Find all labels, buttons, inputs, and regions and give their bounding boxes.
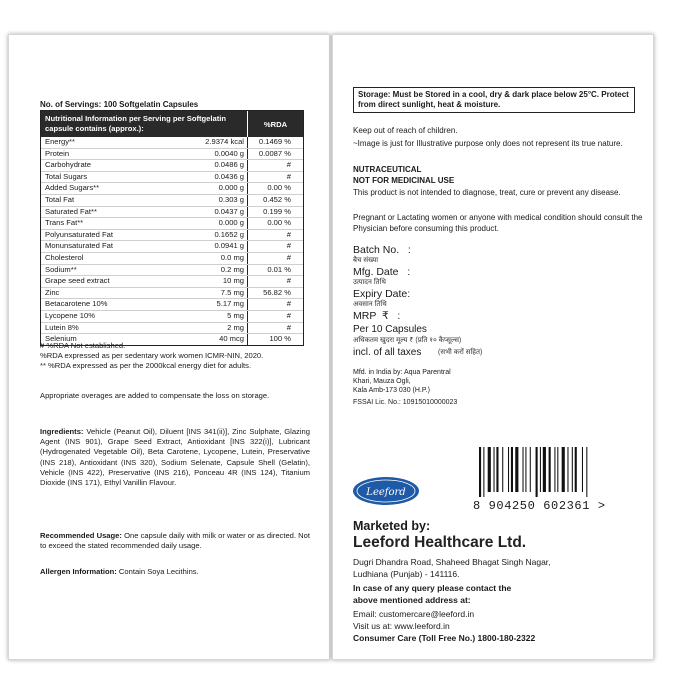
back-label-right-panel xyxy=(332,34,654,660)
taxes-label: incl. of all taxes xyxy=(353,347,422,358)
mfd-line: Kala Amb-173 030 (H.P.) xyxy=(353,387,430,394)
barcode-bar xyxy=(488,447,491,492)
nutrition-row xyxy=(41,206,303,218)
nutrition-row xyxy=(41,298,303,310)
barcode-bar xyxy=(511,447,513,492)
barcode-number: 8 904250 602361 > xyxy=(473,499,606,513)
nutrition-amount: 0.000 g xyxy=(158,218,248,229)
nutrition-name: Polyunsaturated Fat xyxy=(45,229,113,239)
rda-header-label: %RDA xyxy=(247,111,303,137)
barcode-bar xyxy=(494,447,495,492)
nutrition-rda: # xyxy=(286,229,291,239)
nutrition-rda: # xyxy=(286,160,291,170)
nutrition-name: Carbohydrate xyxy=(45,160,92,170)
consumer-care-text: Consumer Care (Toll Free No.) 1800-180-2322 xyxy=(353,633,536,643)
nutrition-table xyxy=(40,110,304,346)
nutrition-row xyxy=(41,310,303,322)
per-capsules: Per 10 Capsules xyxy=(353,324,427,335)
nutrition-header-label: Nutritional Information per Serving per Softgelatin capsule contains (approx.): xyxy=(45,114,226,133)
barcode-bar xyxy=(523,447,524,492)
nutrition-amount: 40 mcg xyxy=(158,334,248,345)
barcode-bar xyxy=(575,447,577,492)
nutrition-rda: 56.82 % xyxy=(263,287,291,297)
keep-out-text: Keep out of reach of children. xyxy=(353,126,458,135)
barcode-bar xyxy=(562,447,565,492)
allergen-label: Allergen Information: xyxy=(40,567,117,576)
nutrition-name: Total Sugars xyxy=(45,171,88,181)
nutrition-rda: 0.1469 % xyxy=(258,137,291,146)
rda-note: %RDA expressed as per sedentary work women ICMR-NIN, 2020. xyxy=(40,351,264,361)
mfd-line: Khari, Mauza Ogli, xyxy=(353,378,411,385)
nutrition-row xyxy=(41,159,303,171)
barcode-bar xyxy=(525,447,526,492)
nutrition-rda: 100 % xyxy=(269,334,291,344)
nutrition-amount: 5 mg xyxy=(158,311,248,322)
barcode-bar xyxy=(586,447,587,497)
barcode-bar xyxy=(582,447,583,492)
nutrition-rda: # xyxy=(286,299,291,309)
nutrition-amount: 0.0040 g xyxy=(158,149,248,160)
nutrition-row xyxy=(41,217,303,229)
query-line: above mentioned address at: xyxy=(353,595,471,605)
nutrition-name: Zinc xyxy=(45,287,60,297)
nutrition-rda: # xyxy=(286,171,291,181)
nutrition-amount: 0.000 g xyxy=(158,183,248,194)
barcode-bar xyxy=(572,447,573,492)
nutrition-name: Saturated Fat** xyxy=(45,206,97,216)
barcode-bar xyxy=(536,447,538,497)
mrp-hindi: अधिकतम खुदरा मूल्य ₹ (प्रति १० कैप्सूल्स) xyxy=(353,337,462,344)
nutrition-amount: 7.5 mg xyxy=(158,288,248,299)
nutrition-rda: # xyxy=(286,310,291,320)
nutrition-rda: 0.00 % xyxy=(267,218,291,228)
nutrition-amount: 0.2 mg xyxy=(158,265,248,276)
nutrition-rda: 0.452 % xyxy=(263,194,291,204)
back-label-left-panel xyxy=(8,34,330,660)
nutrition-amount: 0.303 g xyxy=(158,195,248,206)
nutraceutical-label: NUTRACEUTICAL xyxy=(353,165,422,174)
barcode-bar xyxy=(557,447,558,492)
barcode-bar xyxy=(483,447,484,497)
nutrition-name: Cholesterol xyxy=(45,252,84,262)
nutrition-rda: # xyxy=(286,252,291,262)
barcode-bar xyxy=(479,447,481,497)
nutrition-table-header xyxy=(41,111,303,137)
barcode-bar xyxy=(530,447,531,492)
nutrition-amount: 0.0486 g xyxy=(158,160,248,171)
barcode-bar xyxy=(543,447,546,492)
barcode-bar xyxy=(540,447,541,492)
nutrition-row xyxy=(41,322,303,334)
nutrition-rda: 0.00 % xyxy=(267,183,291,193)
barcode-bar xyxy=(554,447,555,492)
mfg-date-label: Mfg. Date : xyxy=(353,266,411,278)
marketed-by-label: Marketed by: xyxy=(353,519,431,533)
batch-label: Batch No. : xyxy=(353,244,411,256)
nutrition-name: Sodium** xyxy=(45,264,77,274)
nutrition-row xyxy=(41,264,303,276)
nutrition-rda: 0.01 % xyxy=(267,264,291,274)
nutrition-name: Energy** xyxy=(45,137,75,146)
taxes-hindi: (सभी करों सहित) xyxy=(438,349,483,356)
logo-text: Leeford xyxy=(366,487,406,498)
nutrition-rda: # xyxy=(286,241,291,251)
nutrition-row xyxy=(41,171,303,183)
servings-text: No. of Servings: 100 Softgelatin Capsules xyxy=(40,100,199,109)
nutrition-row xyxy=(41,275,303,287)
nutrition-rda: # xyxy=(286,276,291,286)
rda-note: ** %RDA expressed as per the 2000kcal energy diet for adults. xyxy=(40,361,252,371)
mrp-label: MRP ₹ : xyxy=(353,310,401,322)
disclaimer-text: This product is not intended to diagnose, treat, cure or prevent any disease. xyxy=(353,188,621,197)
address-line: Dugri Dhandra Road, Shaheed Bhagat Singh Nagar, xyxy=(353,557,551,567)
email-text: Email: customercare@leeford.in xyxy=(353,609,475,619)
ingredients-label: Ingredients: xyxy=(40,427,84,436)
nutrition-row xyxy=(41,240,303,252)
nutrition-name: Monunsaturated Fat xyxy=(45,241,113,251)
nutrition-name: Lutein 8% xyxy=(45,322,79,332)
nutrition-name: Selenium xyxy=(45,334,77,344)
nutrition-name: Protein xyxy=(45,148,70,158)
barcode-bar xyxy=(508,447,509,492)
expiry-date-label: Expiry Date: xyxy=(353,288,411,300)
website-text: Visit us at: www.leeford.in xyxy=(353,621,450,631)
nutrition-row xyxy=(41,229,303,241)
nutrition-amount: 10 mg xyxy=(158,276,248,287)
image-note: ~Image is just for Illustrative purpose only does not represent its true nature. xyxy=(353,139,623,148)
nutrition-name: Grape seed extract xyxy=(45,276,110,286)
ingredients-block xyxy=(40,427,310,488)
pregnancy-warning: Pregnant or Lactating women or anyone with medical condition should consult the Physician before consuming this product. xyxy=(353,213,643,233)
nutrition-amount: 0.1652 g xyxy=(158,230,248,241)
nutrition-rda: # xyxy=(286,322,291,332)
nutrition-rda: 0.199 % xyxy=(263,206,291,216)
barcode-bar xyxy=(515,447,518,492)
barcode-bar xyxy=(549,447,551,492)
rda-note: # %RDA Not established. xyxy=(40,341,126,350)
nutrition-row xyxy=(41,182,303,194)
nutrition-amount: 2.9374 kcal xyxy=(158,137,248,148)
barcode xyxy=(477,447,625,497)
not-medicinal-label: NOT FOR MEDICINAL USE xyxy=(353,176,455,185)
nutrition-amount: 0.0941 g xyxy=(158,241,248,252)
usage-label: Recommended Usage: xyxy=(40,531,122,540)
nutrition-amount: 5.17 mg xyxy=(158,299,248,310)
allergen-block xyxy=(40,567,310,577)
address-line: Ludhiana (Punjab) - 141116. xyxy=(353,569,460,579)
usage-text: One capsule daily with milk or water or as directed. Not to exceed the stated recommended daily usage. xyxy=(40,531,310,551)
rda-notes xyxy=(40,341,310,372)
nutrition-name: Added Sugars** xyxy=(45,183,100,193)
allergen-text: Contain Soya Lecithins. xyxy=(118,567,199,576)
mfd-line: Mfd. in India by: Aqua Parentral xyxy=(353,369,451,376)
overages-text: Appropriate overages are added to compensate the loss on storage. xyxy=(40,391,270,400)
company-name: Leeford Healthcare Ltd. xyxy=(353,534,527,551)
barcode-bar xyxy=(567,447,568,492)
nutrition-amount: 2 mg xyxy=(158,323,248,334)
storage-box: Storage: Must be Stored in a cool, dry & dark place below 25°C. Protect from direct sunlight, heat & moisture. xyxy=(353,87,635,113)
nutrition-amount: 0.0437 g xyxy=(158,207,248,218)
nutrition-name: Trans Fat** xyxy=(45,218,84,228)
nutrition-row xyxy=(41,194,303,206)
nutrition-rda: 0.0087 % xyxy=(258,148,291,158)
batch-hindi: बैच संख्या xyxy=(353,257,379,264)
nutrition-row xyxy=(41,137,303,148)
expiry-hindi: अवसान तिथि xyxy=(353,301,387,308)
leeford-logo-icon xyxy=(351,475,421,507)
ingredients-text: Vehicle (Peanut Oil), Diluent [INS 341(ii)], Zinc Sulphate, Glazing Agent (INS 901), Grape Seed Extract, Antioxidant [INS 322(i)], Lubricant (Hydrogenated Vegetable Oil), Beta Carotene, Lycopene, Lutein, Preservative (INS 218), Antioxidant (INS 320), Sodium Selenate, Capsule Shell (Gelatin), Vehicle (INS 422), Preservative (INS 216), Ponceau 4R (INS 124), Titanium Dioxide (INS 171), Ethyl Vanillin Flavour. xyxy=(40,427,310,488)
barcode-bar xyxy=(496,447,498,492)
query-line: In case of any query please contact the xyxy=(353,583,512,593)
nutrition-row xyxy=(41,148,303,160)
usage-block xyxy=(40,531,310,551)
barcode-bar xyxy=(502,447,503,492)
fssai-number: FSSAI Lic. No.: 10915010000023 xyxy=(353,399,458,406)
nutrition-amount: 0.0 mg xyxy=(158,253,248,264)
nutrition-name: Total Fat xyxy=(45,194,75,204)
mfg-hindi: उत्पादन तिथि xyxy=(353,279,386,286)
nutrition-rows xyxy=(41,137,303,345)
nutrition-name: Betacarotene 10% xyxy=(45,299,108,309)
nutrition-name: Lycopene 10% xyxy=(45,310,95,320)
nutrition-row xyxy=(41,252,303,264)
nutrition-amount: 0.0436 g xyxy=(158,172,248,183)
nutrition-row xyxy=(41,287,303,299)
